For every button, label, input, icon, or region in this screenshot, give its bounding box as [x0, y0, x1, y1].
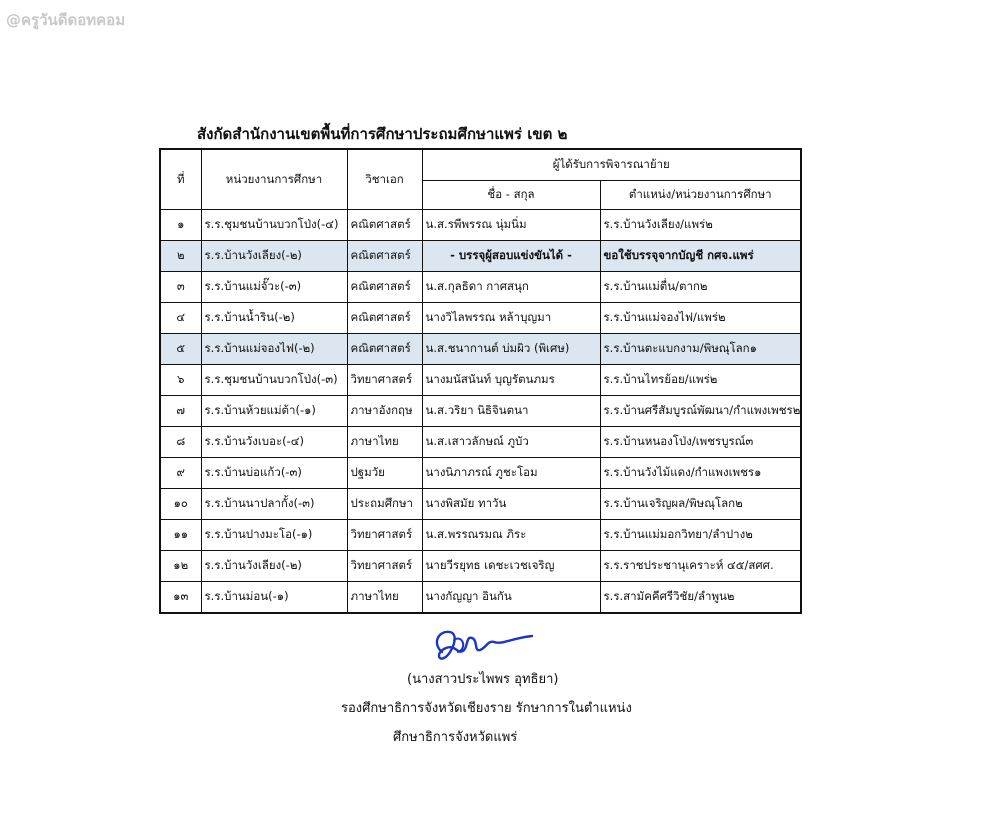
row-major: คณิตศาสตร์ [347, 210, 422, 241]
row-unit: ร.ร.บ้านห้วยแม่ต้า(-๑) [201, 396, 347, 427]
row-major: คณิตศาสตร์ [347, 334, 422, 365]
table-row [160, 396, 801, 427]
transfer-table [159, 148, 802, 614]
row-unit: ร.ร.บ้านแม่จั๊วะ(-๓) [201, 272, 347, 303]
row-position: ร.ร.บ้านวังเลียง/แพร่๒ [600, 210, 801, 241]
row-position: ร.ร.บ้านหนองโป่ง/เพชรบูรณ์๓ [600, 427, 801, 458]
row-name: นางนิภาภรณ์ ภูชะโอม [422, 458, 600, 489]
row-major: วิทยาศาสตร์ [347, 365, 422, 396]
header-group: ผู้ได้รับการพิจารณาย้าย [422, 149, 801, 181]
signer-name: (นางสาวประไพพร อุทธิยา) [407, 672, 559, 687]
row-name: น.ส.ชนากานต์ บ่มผิว (พิเศษ) [422, 334, 600, 365]
row-major: วิทยาศาสตร์ [347, 520, 422, 551]
row-number: ๓ [160, 272, 201, 303]
row-unit: ร.ร.บ้านบ่อแก้ว(-๓) [201, 458, 347, 489]
row-unit: ร.ร.ชุมชนบ้านบวกโป่ง(-๓) [201, 365, 347, 396]
signer-position-line2: ศึกษาธิการจังหวัดแพร่ [393, 730, 518, 745]
table-row [160, 458, 801, 489]
row-unit: ร.ร.บ้านวังเลียง(-๒) [201, 241, 347, 272]
table-row [160, 582, 801, 614]
row-major: ภาษาไทย [347, 427, 422, 458]
row-number: ๑ [160, 210, 201, 241]
row-number: ๑๐ [160, 489, 201, 520]
row-name: น.ส.วริยา นิธิจินตนา [422, 396, 600, 427]
page-title: สังกัดสำนักงานเขตพื้นที่การศึกษาประถมศึกษาแพร่ เขต ๒ [197, 125, 568, 143]
table-row [160, 520, 801, 551]
row-major: คณิตศาสตร์ [347, 303, 422, 334]
header-name: ชื่อ - สกุล [422, 181, 600, 210]
row-unit: ร.ร.บ้านวังเลียง(-๒) [201, 551, 347, 582]
row-name: น.ส.เสาวลักษณ์ ภูบัว [422, 427, 600, 458]
row-name: นางมนัสนันท์ บุญรัตนภมร [422, 365, 600, 396]
row-name: นางกัญญา อินกัน [422, 582, 600, 614]
row-number: ๖ [160, 365, 201, 396]
table-row [160, 551, 801, 582]
row-name: น.ส.รพีพรรณ นุ่มนิ่ม [422, 210, 600, 241]
row-number: ๗ [160, 396, 201, 427]
row-major: ภาษาอังกฤษ [347, 396, 422, 427]
header-no: ที่ [160, 149, 201, 210]
signature-image [428, 622, 538, 666]
table-row [160, 241, 801, 272]
table-row [160, 272, 801, 303]
row-major: วิทยาศาสตร์ [347, 551, 422, 582]
row-name: นางวิไลพรรณ หล้าบุญมา [422, 303, 600, 334]
table-body [160, 210, 801, 614]
table-row [160, 210, 801, 241]
row-number: ๙ [160, 458, 201, 489]
row-number: ๘ [160, 427, 201, 458]
row-number: ๒ [160, 241, 201, 272]
row-position: ร.ร.บ้านแม่จองไฟ/แพร่๒ [600, 303, 801, 334]
row-number: ๑๓ [160, 582, 201, 614]
row-unit: ร.ร.บ้านม่อน(-๑) [201, 582, 347, 614]
row-major: ภาษาไทย [347, 582, 422, 614]
row-name: น.ส.กุลธิดา กาศสนุก [422, 272, 600, 303]
row-position: ร.ร.บ้านแม่ตื่น/ตาก๒ [600, 272, 801, 303]
table-row [160, 303, 801, 334]
row-name: นางพิสมัย ทาวัน [422, 489, 600, 520]
row-unit: ร.ร.บ้านน้ำริน(-๒) [201, 303, 347, 334]
row-position: ร.ร.บ้านแม่มอกวิทยา/ลำปาง๒ [600, 520, 801, 551]
row-major: คณิตศาสตร์ [347, 272, 422, 303]
row-unit: ร.ร.บ้านวังเบอะ(-๔) [201, 427, 347, 458]
row-number: ๑๑ [160, 520, 201, 551]
watermark: @ครูวันดีดอทคอม [6, 11, 126, 29]
row-name: น.ส.พรรณรมณ ภิระ [422, 520, 600, 551]
row-position: ร.ร.บ้านวังไม้แดง/กำแพงเพชร๑ [600, 458, 801, 489]
row-major: ประถมศึกษา [347, 489, 422, 520]
table-row [160, 334, 801, 365]
header-major: วิชาเอก [347, 149, 422, 210]
signer-position-line1: รองศึกษาธิการจังหวัดเชียงราย รักษาการในตำแหน่ง [341, 701, 632, 716]
row-position: ขอใช้บรรจุจากบัญชี กศจ.แพร่ [600, 241, 801, 272]
row-name: นายวีรยุทธ เดชะเวชเจริญ [422, 551, 600, 582]
table-row [160, 489, 801, 520]
row-unit: ร.ร.บ้านนาปลากั้ง(-๓) [201, 489, 347, 520]
header-position: ตำแหน่ง/หน่วยงานการศึกษา [600, 181, 801, 210]
row-number: ๔ [160, 303, 201, 334]
row-unit: ร.ร.บ้านปางมะโอ(-๑) [201, 520, 347, 551]
row-position: ร.ร.ราชประชานุเคราะห์ ๔๕/สศศ. [600, 551, 801, 582]
row-name: - บรรจุผู้สอบแข่งขันได้ - [422, 241, 600, 272]
row-position: ร.ร.บ้านเจริญผล/พิษณุโลก๒ [600, 489, 801, 520]
row-number: ๕ [160, 334, 201, 365]
header-unit: หน่วยงานการศึกษา [201, 149, 347, 210]
row-position: ร.ร.สามัคคีศรีวิชัย/ลำพูน๒ [600, 582, 801, 614]
row-unit: ร.ร.บ้านแม่จองไฟ(-๒) [201, 334, 347, 365]
row-major: คณิตศาสตร์ [347, 241, 422, 272]
row-position: ร.ร.บ้านศรีสัมบูรณ์พัฒนา/กำแพงเพชร๒ [600, 396, 801, 427]
table-row [160, 365, 801, 396]
row-position: ร.ร.บ้านตะแบกงาม/พิษณุโลก๑ [600, 334, 801, 365]
table-row [160, 427, 801, 458]
row-number: ๑๒ [160, 551, 201, 582]
row-major: ปฐมวัย [347, 458, 422, 489]
row-unit: ร.ร.ชุมชนบ้านบวกโป่ง(-๔) [201, 210, 347, 241]
row-position: ร.ร.บ้านไทรย้อย/แพร่๒ [600, 365, 801, 396]
